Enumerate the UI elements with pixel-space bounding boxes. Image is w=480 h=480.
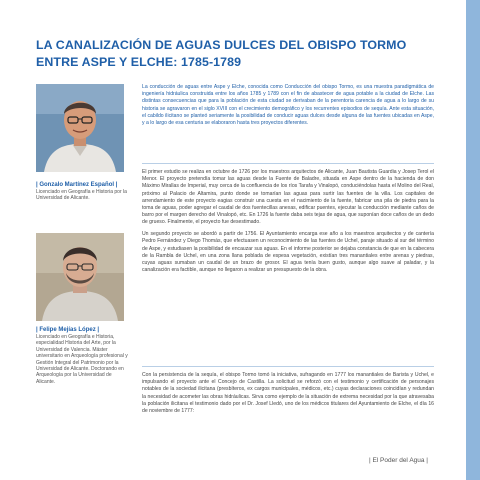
body-paragraph: Un segundo proyecto se abordó a partir de 1756. El Ayuntamiento encarga ese año a los maestros arquitectos y de cantería Pedro Fernández y Diego Thomás, que efectuasen un reconocimiento de las fuentes de Uchel, paraje situado al sur del término de Aspe, y estudiasen la posibilidad de encauzar sus aguas. En el informe posterior se dejaba constancia de que en la cabecera de la Rambla de Uchel, en una zona llana poblada de espesa vegetación, existían tres manantiales entre arenas y piedras, cuyas aguas sumaban un caudal de un brazo de grosor. El agua tenía buen gusto, aunque algo suave al paladar, y la canalización era factible, aunque no llegaron a realizar un presupuesto de la obra. bbox=[142, 231, 434, 274]
author-bio: Licenciado en Geografía e Historia, especialidad Historia del Arte, por la Universidad de Valencia. Máster universitario en Arqueología profesional y Gestión Integral del Patrimonio por la Universidad de Alicante. Doctorando en Arqueología por la Universidad de Alicante. bbox=[36, 334, 128, 385]
article-intro bbox=[142, 84, 434, 127]
author-info-felipe bbox=[36, 327, 128, 385]
author-photo-gonzalo bbox=[36, 84, 124, 172]
author-photo-felipe bbox=[36, 233, 124, 321]
author-name: | Gonzalo Martínez Español | bbox=[36, 182, 118, 188]
article-title bbox=[36, 37, 416, 71]
author-bio: Licenciado en Geografía e Historia por la Universidad de Alicante. bbox=[36, 189, 127, 202]
body-paragraph: Con la persistencia de la sequía, el obispo Tormo tomó la iniciativa, sufragando en 1777 los manantiales de Barista y Uchel, e impulsando el proyecto ante el Concejo de Castilla. La solicitud se reforzó con el testimonio y certificación de personajes notables de la sociedad ilicitana (presbíteros, ex cargos municipales, médicos, etc.) cuyas declaraciones coincidían y redundan la necesidad de acometer las obras hidráulicas. Sirva como ejemplo de la situación de extrema necesidad por la que atravesaba la población ilicitana el testimonio dado por el Dr. Josef Lledó, uno de los médicos titulares del Ayuntamiento de Elche, el día 16 de noviembre de 1777: bbox=[142, 372, 434, 415]
section-divider bbox=[142, 163, 434, 164]
running-footer: | El Poder del Agua | bbox=[368, 457, 428, 464]
author-name: | Felipe Mejías López | bbox=[36, 327, 100, 333]
page-edge-band bbox=[466, 0, 480, 480]
body-paragraph: El primer estudio se realiza en octubre de 1726 por los maestros arquitectos de Alicante, Juan Bautista Guardia y Josep Terol el Menor. El proyecto pretendía tomar las aguas desde la Fuente de Baladre, situada en Aspe dentro de la hacienda de don Máximo Mirallas de Imperial, muy cerca de la confluencia de los ríos Tarafa y Vinalopó, conduciéndolas hasta el Molino del Real, próximo al Palacio de Altamira, punto donde se tomarían las aguas para surtir las fuentes de la villa. Los capitales de arrendamiento de este proyecto eagias construir una cuesta en el nacimiento de la fuente, fabricar una pila de piedra para la toma de aguas, poder agregar el caudal de dos fuentecillas anexas, edificar puentes, ejecutar la conducción mediante caños de barro por el margen derecho del Vinalopó, etc. En 1726 la fuente daba seis tejas de agua, que suponían doce caños de un dedo de grueso. Finalmente, el proyecto fue desestimado. bbox=[142, 169, 434, 226]
intro-paragraph: La conducción de aguas entre Aspe y Elche, conocida como Conducción del obispo Tormo, es una muestra paradigmática de ingeniería hidráulica construida entre los años 1785 y 1789 con el fin de abastecer de agua potable a la ciudad de Elche. Las distintas consecuencias que para la población de esta ciudad se derivaban de la perentoria carencia de agua a lo largo de su historia se agravaron en el siglo XVIII con el crecimiento demográfico y los recurrentes episodios de sequía. Ante esta situación, el cabildo ilicitano se planteó seriamente la posibilidad de conducir aguas dulces desde alguna de las fuentes ubicadas en Aspe, y a lo largo de esa centuria se elaboraron hasta tres proyectos diferentes. bbox=[142, 84, 434, 127]
section-divider bbox=[142, 366, 434, 367]
article-body-continued bbox=[142, 372, 434, 420]
title-line-1: LA CANALIZACIÓN DE AGUAS DULCES DEL OBISPO TORMO bbox=[36, 38, 407, 52]
article-body bbox=[142, 169, 434, 279]
title-line-2: ENTRE ASPE Y ELCHE: 1785-1789 bbox=[36, 55, 242, 69]
author-info-gonzalo bbox=[36, 182, 128, 202]
